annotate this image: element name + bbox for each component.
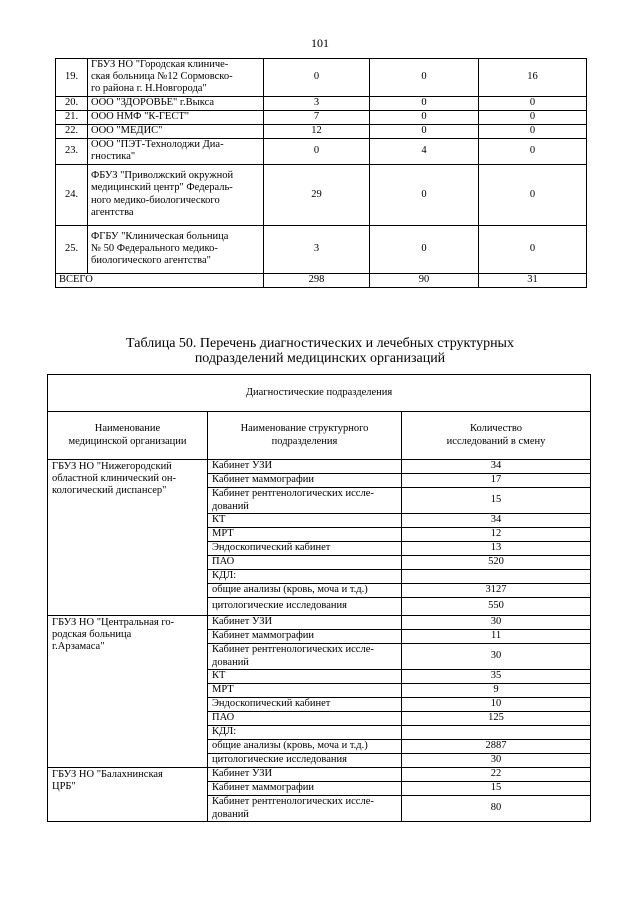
table-row [48, 460, 591, 474]
organization-line: ООО "МЕДИС" [91, 125, 163, 136]
table-row [56, 164, 587, 225]
header-unit-line: Наименование структурного [240, 423, 369, 435]
count-cell: 520 [402, 556, 591, 570]
unit-cell [208, 584, 402, 598]
row-number: 20. [56, 96, 88, 110]
unit-cell [208, 782, 402, 796]
unit-cell [208, 488, 402, 514]
unit-cell [208, 598, 402, 616]
organization-line: ГБУЗ НО "Центральная го- [52, 617, 175, 628]
organization-line: ГБУЗ НО "Балахнинская [52, 769, 163, 780]
value-cell: 0 [479, 164, 587, 225]
unit-cell [208, 528, 402, 542]
organization-cell [88, 138, 264, 164]
unit-line: МРТ [212, 684, 234, 696]
total-value: 90 [370, 273, 479, 287]
count-cell: 17 [402, 474, 591, 488]
total-value: 31 [479, 273, 587, 287]
organization-line: ЦРБ" [52, 781, 76, 793]
unit-line: Кабинет рентгенологических иссле- [212, 488, 374, 500]
row-number: 21. [56, 110, 88, 124]
row-number: 24. [56, 164, 88, 225]
unit-cell [208, 740, 402, 754]
header-unit-line: подразделения [271, 435, 338, 447]
unit-line: Эндоскопический кабинет [212, 542, 331, 554]
unit-cell [208, 474, 402, 488]
unit-cell [208, 698, 402, 712]
count-cell: 15 [402, 782, 591, 796]
unit-line: общие анализы (кровь, моча и т.д.) [212, 584, 368, 596]
value-cell: 29 [264, 164, 370, 225]
header-count [402, 412, 591, 460]
organization-line: ного медико-биологического [91, 194, 220, 206]
organization-line: медицинский центр" Федераль- [91, 182, 233, 194]
count-cell: 30 [402, 616, 591, 630]
value-cell: 0 [479, 138, 587, 164]
organization-line: ООО "ПЭТ-Технолоджи Диа- [91, 138, 224, 150]
value-cell: 4 [370, 138, 479, 164]
count-cell: 35 [402, 670, 591, 684]
unit-line: ПАО [212, 556, 235, 568]
unit-cell [208, 726, 402, 740]
organization-cell [88, 59, 264, 97]
unit-line: общие анализы (кровь, моча и т.д.) [212, 740, 368, 752]
organization-cell [88, 110, 264, 124]
page-number: 101 [311, 36, 329, 50]
value-cell: 7 [264, 110, 370, 124]
table-50-title [0, 336, 640, 366]
organization-cell [48, 616, 208, 768]
unit-cell [208, 670, 402, 684]
header-org [48, 412, 208, 460]
organization-line: № 50 Федерального медико- [91, 243, 218, 254]
unit-line: КДЛ: [212, 726, 237, 738]
unit-line: Кабинет маммографии [212, 474, 315, 486]
count-cell: 15 [402, 488, 591, 514]
unit-line: дований [212, 500, 249, 512]
organization-cell [48, 768, 208, 822]
unit-line: МРТ [212, 528, 234, 540]
count-cell: 10 [402, 698, 591, 712]
count-cell: 3127 [402, 584, 591, 598]
unit-line: Кабинет маммографии [212, 782, 315, 794]
organization-line: ГБУЗ НО "Городская клиниче- [91, 59, 229, 70]
organization-line: агентства [91, 206, 134, 218]
organization-line: родская больница [52, 629, 132, 641]
header-unit [208, 412, 402, 460]
unit-line: КДЛ: [212, 570, 237, 582]
organization-line: ФБУЗ "Приволжский окружной [91, 170, 234, 182]
organization-line: ООО "ЗДОРОВЬЕ" г.Выкса [91, 97, 215, 108]
section-header: Диагностические подразделения [48, 375, 591, 412]
table-50-title-line1: Таблица 50. Перечень диагностических и лечебных структурных [126, 336, 514, 351]
organization-line: кологический диспансер" [52, 485, 167, 497]
value-cell: 0 [370, 225, 479, 273]
unit-line: Кабинет УЗИ [212, 616, 273, 628]
table-50-title-line2: подразделений медицинских организаций [194, 351, 446, 366]
count-cell: 9 [402, 684, 591, 698]
organization-line: областной клинический он- [52, 473, 176, 485]
value-cell: 0 [479, 110, 587, 124]
table-row [56, 225, 587, 273]
table-row [48, 616, 591, 630]
organization-line: г.Арзамаса" [52, 641, 105, 653]
row-number: 25. [56, 225, 88, 273]
count-cell: 2887 [402, 740, 591, 754]
value-cell: 0 [370, 110, 479, 124]
organization-line: биологического агентства" [91, 255, 211, 267]
total-row [56, 273, 587, 287]
row-number: 19. [56, 59, 88, 97]
value-cell: 0 [370, 59, 479, 97]
unit-line: КТ [212, 514, 226, 526]
unit-cell [208, 644, 402, 670]
unit-cell [208, 630, 402, 644]
unit-cell [208, 754, 402, 768]
header-org-line: Наименование [94, 423, 161, 435]
table-row [56, 138, 587, 164]
total-label: ВСЕГО [56, 273, 264, 287]
header-count-line: Количество [469, 423, 523, 435]
count-cell: 125 [402, 712, 591, 726]
organization-line: ская больница №12 Сормовско- [91, 71, 233, 83]
count-cell: 34 [402, 514, 591, 528]
organization-cell [88, 164, 264, 225]
table-row [48, 768, 591, 782]
organization-line: гностика" [91, 151, 136, 163]
count-cell: 11 [402, 630, 591, 644]
unit-line: дований [212, 808, 249, 820]
value-cell: 12 [264, 124, 370, 138]
table-row [56, 124, 587, 138]
value-cell: 3 [264, 225, 370, 273]
count-cell: 12 [402, 528, 591, 542]
unit-cell [208, 684, 402, 698]
table-row [56, 110, 587, 124]
unit-cell [208, 460, 402, 474]
organization-cell [88, 225, 264, 273]
table-50 [47, 374, 591, 822]
count-cell [402, 570, 591, 584]
unit-line: дований [212, 656, 249, 668]
count-cell: 30 [402, 754, 591, 768]
organization-cell [88, 124, 264, 138]
value-cell: 0 [479, 225, 587, 273]
value-cell: 3 [264, 96, 370, 110]
row-number: 22. [56, 124, 88, 138]
unit-cell [208, 542, 402, 556]
unit-cell [208, 514, 402, 528]
unit-line: Кабинет УЗИ [212, 460, 273, 472]
table-row [56, 59, 587, 97]
value-cell: 0 [264, 59, 370, 97]
value-cell: 0 [370, 164, 479, 225]
unit-line: Кабинет рентгенологических иссле- [212, 644, 374, 656]
count-cell: 22 [402, 768, 591, 782]
unit-line: цитологические исследования [212, 600, 347, 612]
unit-line: Кабинет маммографии [212, 630, 315, 642]
unit-cell [208, 570, 402, 584]
count-cell: 550 [402, 598, 591, 616]
count-cell: 30 [402, 644, 591, 670]
header-org-line: медицинской организации [68, 435, 187, 447]
organization-line: ФГБУ "Клиническая больница [91, 230, 229, 242]
organization-line: ГБУЗ НО "Нижегородский [52, 461, 172, 472]
total-value: 298 [264, 273, 370, 287]
unit-cell [208, 712, 402, 726]
value-cell: 0 [479, 96, 587, 110]
value-cell: 16 [479, 59, 587, 97]
value-cell: 0 [370, 96, 479, 110]
organization-line: го района г. Н.Новгорода" [91, 83, 207, 95]
unit-line: Кабинет рентгенологических иссле- [212, 796, 374, 808]
table-row [56, 96, 587, 110]
count-cell: 13 [402, 542, 591, 556]
organization-cell [88, 96, 264, 110]
count-cell: 34 [402, 460, 591, 474]
count-cell [402, 726, 591, 740]
unit-cell [208, 796, 402, 822]
unit-cell [208, 616, 402, 630]
row-number: 23. [56, 138, 88, 164]
unit-cell [208, 556, 402, 570]
unit-line: цитологические исследования [212, 754, 347, 766]
unit-line: ПАО [212, 712, 235, 724]
unit-cell [208, 768, 402, 782]
value-cell: 0 [370, 124, 479, 138]
unit-line: Кабинет УЗИ [212, 768, 273, 780]
unit-line: Эндоскопический кабинет [212, 698, 331, 710]
value-cell: 0 [264, 138, 370, 164]
organization-line: ООО НМФ "К-ГЕСТ" [91, 111, 190, 122]
unit-line: КТ [212, 670, 226, 682]
count-cell: 80 [402, 796, 591, 822]
value-cell: 0 [479, 124, 587, 138]
header-count-line: исследований в смену [446, 435, 546, 447]
table-continued [55, 58, 587, 288]
organization-cell [48, 460, 208, 616]
